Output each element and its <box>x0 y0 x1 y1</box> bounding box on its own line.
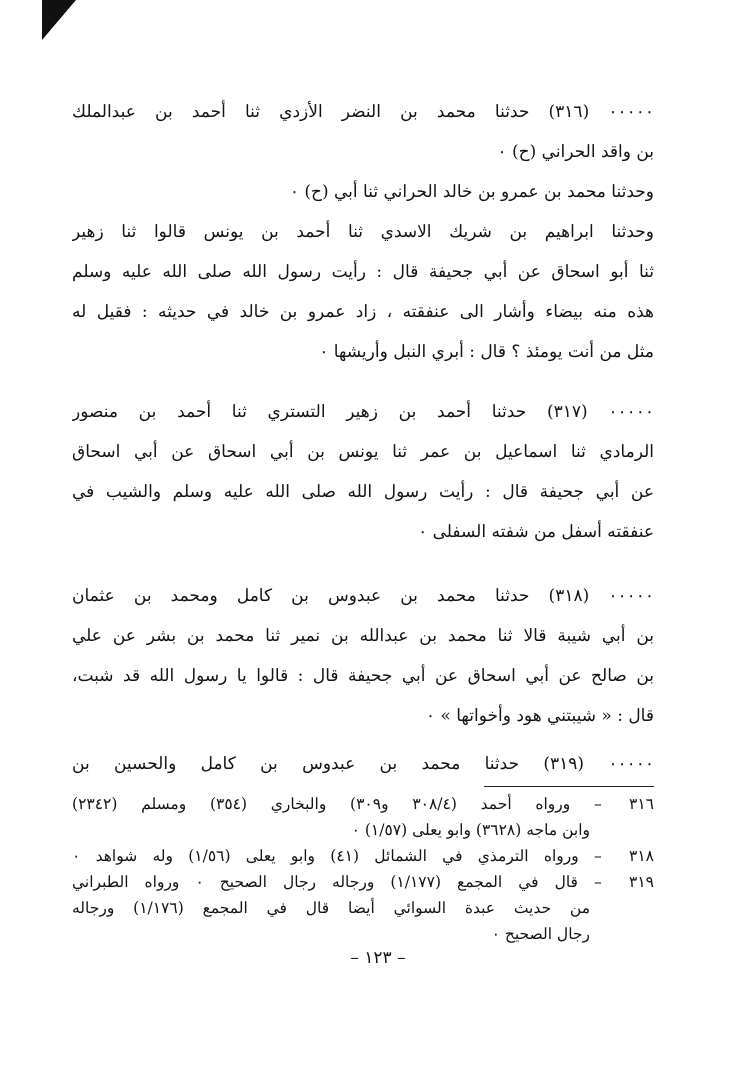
text-line: بن واقد الحراني (ح) ٠ <box>497 142 654 162</box>
footnote-text: ورواه أحمد (٣٠٨/٤ و٣٠٩) والبخاري (٣٥٤) ومسلم (٢٣٤٢) <box>72 795 571 813</box>
footnote-number: ٣١٩ – <box>594 873 654 891</box>
text-line: عنفقته أسفل من شفته السفلى ٠ <box>418 522 654 542</box>
footnote-318 <box>72 843 654 869</box>
text-line: ثنا أبو اسحاق عن أبي جحيفة قال : رأيت رسول الله صلى الله عليه وسلم <box>72 262 654 282</box>
paragraph-gap <box>72 552 654 576</box>
text-line: ٠٠٠٠٠ (٣١٧) حدثنا أحمد بن زهير التستري ثنا أحمد بن منصور <box>72 402 654 422</box>
text-line: ٠٠٠٠٠ (٣١٦) حدثنا محمد بن النضر الأزدي ثنا أحمد بن عبدالملك <box>72 102 654 122</box>
text-line: قال : « شيبتني هود وأخواتها » ٠ <box>425 706 654 726</box>
footnote-line: من حديث عبدة السوائي أيضا قال في المجمع (١/١٧٦) ورجاله <box>72 899 591 917</box>
footnote-316 <box>72 791 654 843</box>
footnote-number: ٣١٦ – <box>594 795 654 813</box>
text-line: عن أبي جحيفة قال : رأيت رسول الله صلى الله عليه وسلم والشيب في <box>72 482 654 502</box>
footnote-text: قال في المجمع (١/١٧٧) ورجاله رجال الصحيح ٠ ورواه الطبراني <box>72 873 578 891</box>
text-line: الرمادي ثنا اسماعيل بن عمر ثنا يونس بن أبي اسحاق عن أبي اسحاق <box>72 442 654 462</box>
footnote-line: وابن ماجه (٣٦٢٨) وابو يعلى (١/٥٧) ٠ <box>351 821 590 839</box>
hadith-319 <box>72 744 654 784</box>
page-body <box>72 92 654 947</box>
text-line: ٠٠٠٠٠ (٣١٩) حدثنا محمد بن عبدوس بن كامل والحسين بن <box>72 754 654 774</box>
footnote-number: ٣١٨ – <box>594 847 654 865</box>
footnotes <box>72 791 654 947</box>
hadith-316-chain-2 <box>72 172 654 212</box>
text-line: بن صالح عن أبي اسحاق عن أبي جحيفة قال : قالوا يا رسول الله قد شبت، <box>72 666 654 686</box>
text-line: مثل من أنت يومئذ ؟ قال : أبري النبل وأريشها ٠ <box>319 342 654 362</box>
corner-scan-mark <box>42 0 76 40</box>
footnote-line <box>72 791 654 817</box>
text-line: ٠٠٠٠٠ (٣١٨) حدثنا محمد بن عبدوس بن كامل ومحمد بن عثمان <box>72 586 654 606</box>
footnote-319 <box>72 869 654 947</box>
paragraph-gap <box>72 372 654 392</box>
hadith-318 <box>72 576 654 736</box>
footnote-line <box>72 869 654 895</box>
footnote-line: رجال الصحيح ٠ <box>491 925 590 943</box>
footnote-line <box>72 843 654 869</box>
footnote-text: ورواه الترمذي في الشمائل (٤١) وابو يعلى (١/٥٦) وله شواهد ٠ <box>72 847 579 865</box>
text-line: بن أبي شيبة قالا ثنا محمد بن عبدالله بن نمير ثنا محمد بن بشر عن علي <box>72 626 654 646</box>
text-line: وحدثنا ابراهيم بن شريك الاسدي ثنا أحمد بن يونس قالوا ثنا زهير <box>72 222 654 242</box>
text-line: هذه منه بيضاء وأشار الى عنفقته ، زاد عمرو بن خالد في حديثه : فقيل له <box>72 302 654 322</box>
paragraph-gap <box>72 736 654 744</box>
text-line: وحدثنا محمد بن عمرو بن خالد الحراني ثنا أبي (ح) ٠ <box>289 182 654 202</box>
hadith-316 <box>72 92 654 172</box>
hadith-317 <box>72 392 654 552</box>
footnote-separator <box>484 786 654 787</box>
page-number: – ١٢٣ – <box>350 948 406 968</box>
hadith-316-chain-3 <box>72 212 654 372</box>
